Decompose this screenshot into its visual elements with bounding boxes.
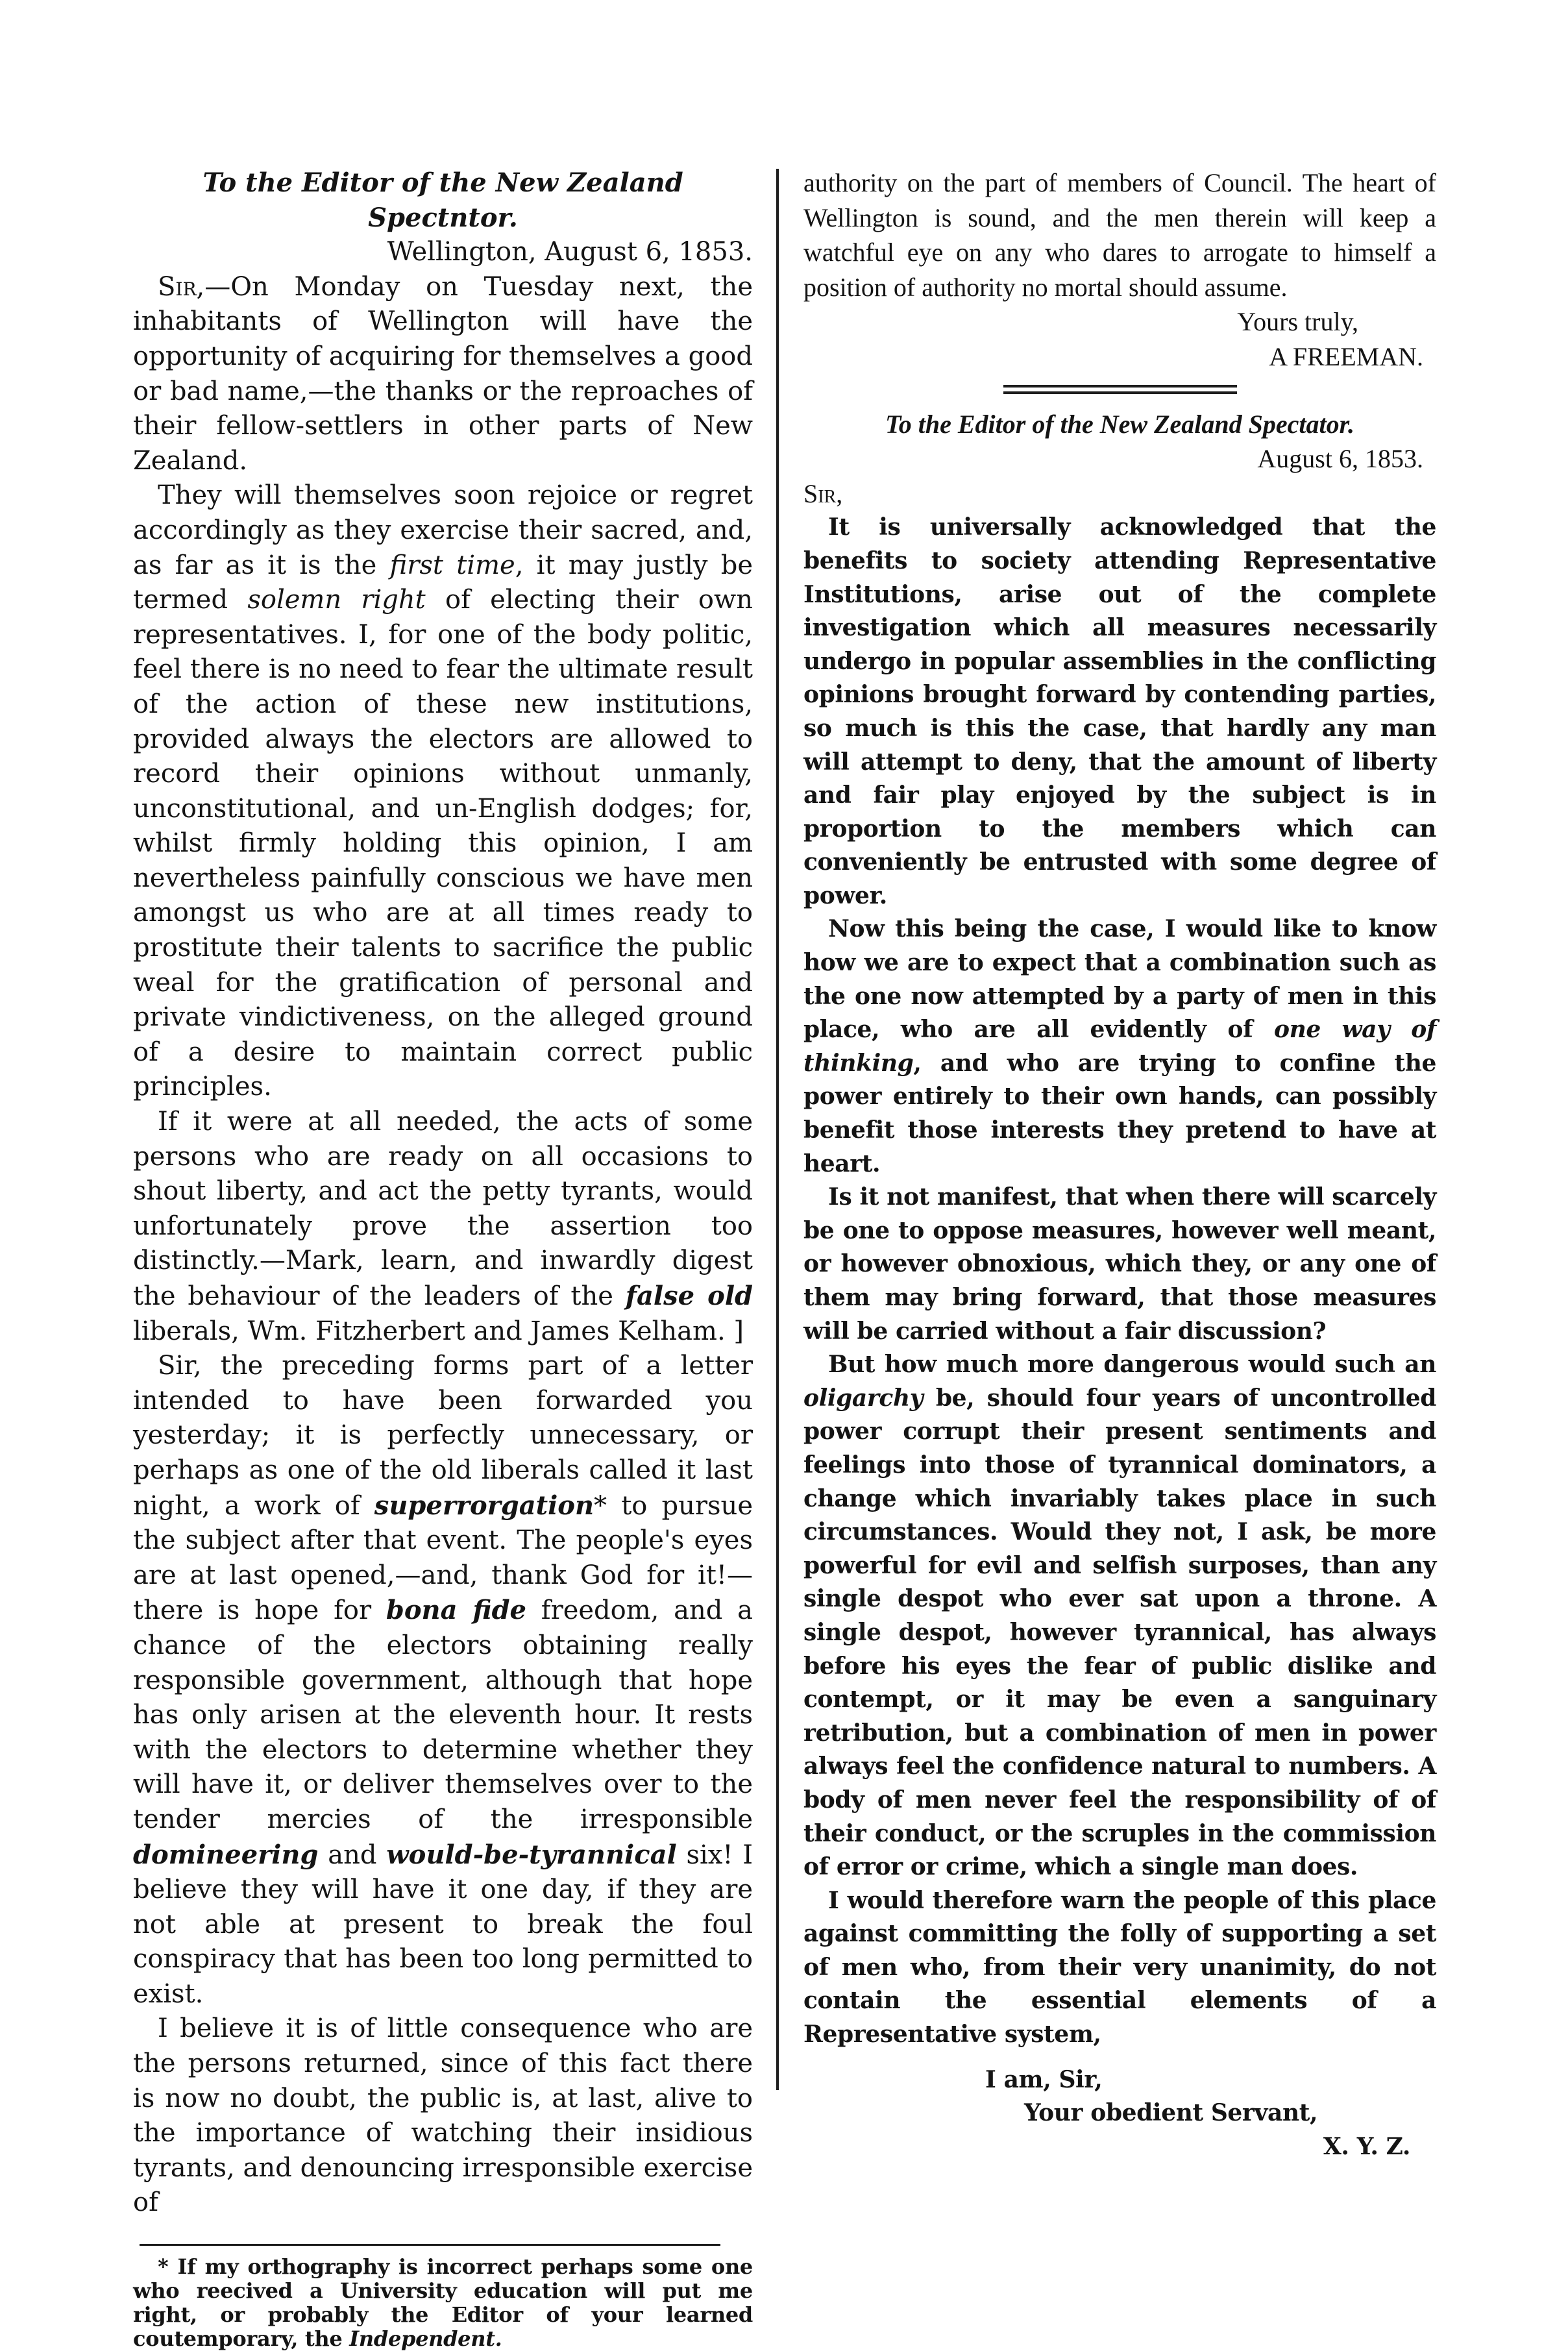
letter-dateline-2: August 6, 1853. bbox=[1257, 444, 1423, 474]
footnote-divider bbox=[140, 2244, 720, 2246]
paragraph-5: I believe it is of little consequence who are the persons returned, since of this fact there is now no doubt, the public is, at last, alive to the importance of watching their insidious tyrants, and denouncing irresponsible exercise of bbox=[133, 2013, 753, 2218]
letter-signature: A FREEMAN. bbox=[1269, 341, 1423, 371]
paragraph-1: Sir,—On Monday on Tuesday next, the inhabitants of Wellington will have the opportunity of acquiring for themselves a good or bad name,—the thanks or the reproaches of their fellow-settlers in other parts of New Zealand. bbox=[133, 271, 753, 476]
xyz-paragraph-4: But how much more dangerous would such an oligarchy be, should four years of uncontrolled power corrupt their present sentiments and feelings into those of tyrannical dominators, a change which invariably takes place in such circumstances. Would they not, I ask, be more powerful for evil and selfish surposes, than any single despot who ever sat upon a throne. A single despot, however tyrannical, has always before his eyes the fear of public dislike and contempt, or it may be even a sanguinary retribution, but a combination of men in power always feel the confidence natural to numbers. A body of men never feel the responsibility of of their conduct, or the scruples in the commission of error or crime, which a single man does. bbox=[803, 1351, 1436, 1881]
sign-off-initials: X. Y. Z. bbox=[1323, 2132, 1410, 2160]
xyz-paragraph-2: Now this being the case, I would like to know how we are to expect that a combination such as the one now attempted by a party of men in this place, who are all evidently of one way of thinking, and who are trying to confine the power entirely to their own hands, can possibly benefit those interests they pretend to have at heart. bbox=[803, 915, 1437, 1177]
footnote: * If my orthography is incorrect perhaps some one who reecived a University education will put me right, or probably the Editor of your learned coutemporary, the Independent. bbox=[133, 2254, 753, 2351]
salutation: Sir, bbox=[158, 271, 205, 302]
left-column bbox=[133, 166, 753, 2351]
salutation-2: Sir, bbox=[803, 478, 843, 508]
sign-off-line-1: I am, Sir, bbox=[985, 2065, 1103, 2093]
paragraph-4: Sir, the preceding forms part of a letter intended to have been forwarded you yesterday; it is perfectly unnecessary, or perhaps as one of the old liberals called it last night, a work of superrorgation* to pursue the subject after that event. The people's eyes are at last opened,—and, thank God for it!—there is hope for bona fide freedom, and a chance of the electors obtaining really responsible government, although that hope has only arisen at the eleventh hour. It rests with the electors to determine whether they will have it, or deliver themselves over to the tender mercies of the irresponsible domineering and would-be-tyrannical six! I believe they will have it one day, if they are not able at present to break the foul conspiracy that has been too long permitted to exist. bbox=[133, 1351, 753, 2009]
letter-heading-2: To the Editor of the New Zealand Spectator. bbox=[885, 409, 1354, 439]
double-divider bbox=[1003, 385, 1237, 394]
column-divider bbox=[776, 169, 779, 2090]
letter-heading: To the Editor of the New Zealand Spectntor. bbox=[202, 167, 683, 233]
paragraph-2: They will themselves soon rejoice or regret accordingly as they exercise their sacred, and, as far as it is the first time, it may justly be termed solemn right of electing their own representatives. I, for one of the body politic, feel there is no need to fear the ultimate result of the action of these new institutions, provided always the electors are allowed to record their opinions without unmanly, unconstitutional, and un-English dodges; for, whilst firmly holding this opinion, I am nevertheless painfully conscious we have men amongst us who are at all times ready to prostitute their talents to sacrifice the public weal for the gratification of personal and private vindictiveness, on the alleged ground of a desire to maintain correct public principles. bbox=[133, 480, 753, 1102]
right-column bbox=[803, 166, 1436, 2163]
xyz-paragraph-5: I would therefore warn the people of this place against committing the folly of supporting a set of men who, from their very unanimity, do not contain the essential elements of a Representative system, bbox=[803, 1886, 1436, 2049]
letter-dateline: Wellington, August 6, 1853. bbox=[387, 237, 753, 267]
letter-closing: Yours truly, bbox=[1237, 307, 1358, 337]
xyz-paragraph-3: Is it not manifest, that when there will scarcely be one to oppose measures, however well meant, or however obnoxious, which they, or any one of them may bring forward, that those measures will be carried without a fair discussion? bbox=[803, 1183, 1436, 1345]
paragraph-3: If it were at all needed, the acts of some persons who are ready on all occasions to shout liberty, and act the petty tyrants, would unfortunately prove the assertion too distinctly.—Mark, learn, and inwardly digest the behaviour of the leaders of the false old liberals, Wm. Fitzherbert and James Kelham. ] bbox=[133, 1107, 753, 1346]
continuation-paragraph: authority on the part of members of Council. The heart of Wellington is sound, and the men therein will keep a watchful eye on any who dares to arrogate to himself a position of authority no mortal should assume. bbox=[803, 168, 1436, 302]
xyz-paragraph-1: It is universally acknowledged that the benefits to society attending Representative Institutions, arise out of the complete investigation which all measures necessarily undergo in popular assemblies in the conflicting opinions brought forward by contending parties, so much is this the case, that hardly any man will attempt to deny, that the amount of liberty and fair play enjoyed by the subject is in proportion to the members which can conveniently be entrusted with some degree of power. bbox=[803, 513, 1436, 909]
letter-body-2 bbox=[803, 511, 1436, 2163]
sign-off-line-2: Your obedient Servant, bbox=[1024, 2099, 1318, 2127]
